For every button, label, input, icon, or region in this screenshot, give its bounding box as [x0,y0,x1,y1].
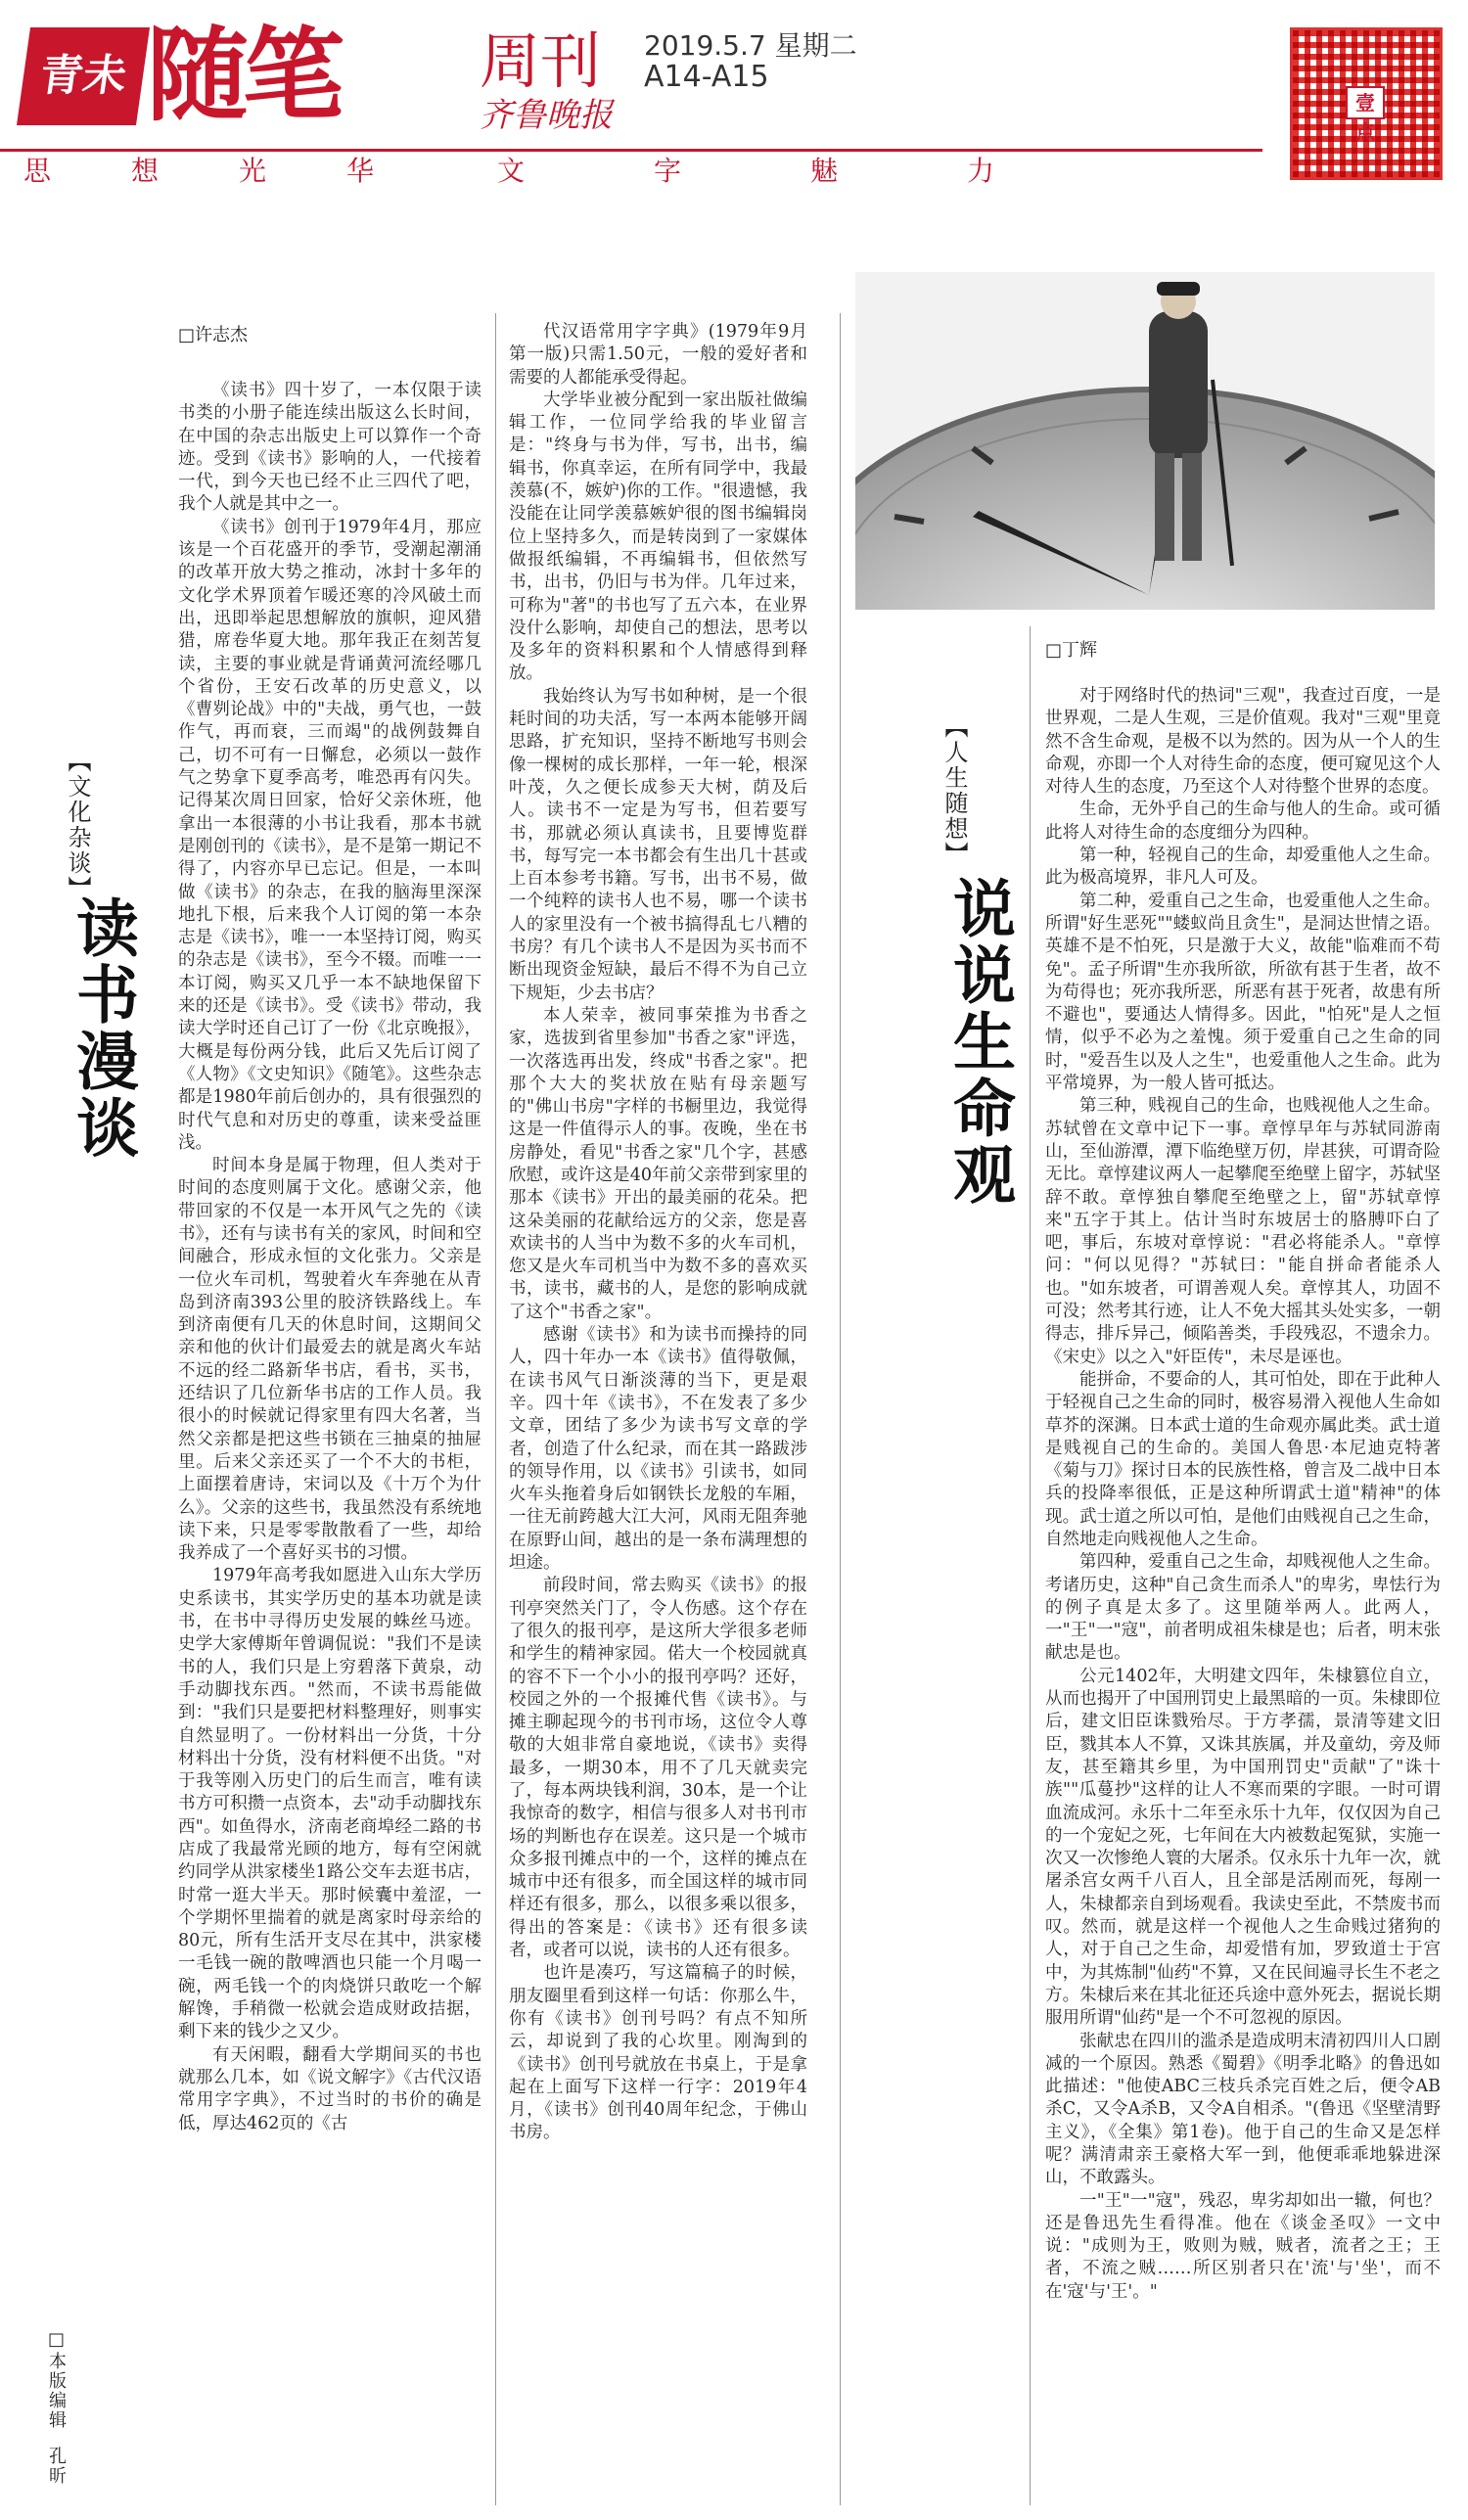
slogan-right-2: 字 [654,155,682,187]
article1-title: 读书漫谈 [66,895,138,1162]
slogan-right-3: 魅 [810,155,839,187]
article1-column-1 [178,380,482,2503]
column-divider [1030,626,1031,2505]
slogan-left-4: 华 [346,155,375,187]
issue-date: 2019.5.7 星期二 [644,29,857,62]
brand-title: 随笔 [147,16,340,135]
paragraph: 能拼命，不要命的人，其可怕处，即在于此种人于轻视自己之生命的同时，极容易滑入视他人生命如草芥的深渊。日本武士道的生命观亦属此类。武士道是贱视自己的生命的。美国人鲁思·本尼迪克特著《菊与刀》探讨日本的民族性格，曾言及二战中日本兵的投降率很低，正是这种所谓武士道"精神"的体现。武士道之所以可怕，是他们由贱视自己之生命，自然地走向贱视他人之生命。 [1045,1369,1441,1549]
paragraph: 第二种，爱重自己之生命，也爱重他人之生命。所谓"好生恶死""蝼蚁尚且贪生"，是洞达世情之语。英雄不是不怕死，只是激于大义，故能"临难而不苟免"。孟子所谓"生亦我所欲，所欲有甚于生者，故不为苟得也；死亦我所恶，所恶有甚于死者，故患有所不避也"，要通达人情得多。因此，"怕死"是人之恒情，似乎不必为之羞愧。须于爱重自己之生命的同时，"爱吾生以及人之生"，也爱重他人之生命。此为平常境界，为一般人皆可抵达。 [1045,891,1441,1094]
paragraph: 第三种，贱视自己的生命，也贱视他人之生命。苏轼曾在文章中记下一事。章惇早年与苏轼同游南山，至仙游潭，潭下临绝壁万仞，岸甚狭，可谓奇险无比。章惇建议两人一起攀爬至绝壁上留字，苏轼坚辞不敢。章惇独自攀爬至绝壁之上，留"苏轼章惇来"五字于其上。估计当时东坡居士的胳膊吓白了吧，事后，东坡对章惇说："君必将能杀人。"章惇问："何以见得？"苏轼曰："能自拼命者能杀人也。"如东坡者，可谓善观人矣。章惇其人，功固不可没；然考其行迹，让人不免大摇其头处实多，一朝得志，排斥异己，倾陷善类，手段残忍，不遗余力。《宋史》以之入"奸臣传"，未尽是诬也。 [1045,1096,1441,1367]
paragraph: 本人荣幸，被同事荣推为书香之家，选拔到省里参加"书香之家"评选，一次落选再出发，终成"书香之家"。把那个大大的奖状放在贴有母亲题写的"佛山书房"字样的书橱里边，我觉得这是一件值得示人的事。夜晚，坐在书房静处，看见"书香之家"几个字，甚感欣慰，或许这是40年前父亲带到家里的那本《读书》开出的最美丽的花朵。把这朵美丽的花献给远方的父亲，您是喜欢读书的人当中为数不多的火车司机，您又是火车司机当中为数不多的喜欢买书，读书，藏书的人，是您的影响成就了这个"书香之家"。 [509,1005,807,1322]
article2-body [1045,685,1441,2505]
article2-tag: 【人生随想】 [940,714,968,867]
paragraph: 《读书》创刊于1979年4月，那应该是一个百花盛开的季节，受潮起潮涌的改革开放大势之推动，冰封十多年的文化学术界顶着乍暖还寒的冷风破土而出，迅即举起思想解放的旗帜，迎风猎猎，席卷华夏大地。那年我正在刻苦复读，主要的事业就是背诵黄河流经哪几个省份，王安石改革的历史意义，以《曹刿论战》中的"夫战，勇气也，一鼓作气，再而衰，三而竭"的战例鼓舞自己，切不可有一日懈怠，必须以一鼓作气之势拿下夏季高考，唯恐再有闪失。记得某次周日回家，恰好父亲休班，他拿出一本很薄的小书让我看，那本书就是刚创刊的《读书》，是不是第一期记不得了，内容亦早已忘记。但是，一本叫做《读书》的杂志，在我的脑海里深深地扎下根，后来我个人订阅的第一本杂志是《读书》，唯一一本坚持订阅，购买的杂志是《读书》，至今不辍。而唯一一本订阅，购买又几乎一本不缺地保留下来的还是《读书》。受《读书》带动，我读大学时还自己订了一份《北京晚报》，大概是每份两分钱，此后又先后订阅了《人物》《文史知识》《随笔》。这些杂志都是1980年前后创办的，具有很强烈的时代气息和对历史的尊重，读来受益匪浅。 [178,517,482,1153]
slogan-bar [0,149,1262,193]
article1-column-2 [509,321,807,2503]
article1-tag: 【文化杂谈】 [64,749,91,901]
paragraph: 有天闲暇，翻看大学期间买的书也就那么几本，如《说文解字》《古代汉语常用字字典》，不过当时的书价的确是低，厚达462页的《古 [178,2044,482,2133]
paragraph: 第四种，爱重自己之生命，却贱视他人之生命。考诸历史，这种"自己贪生而杀人"的卑劣，卑怯行为的例子真是太多了。这里随举两人。此两人，一"王"一"寇"，前者明成祖朱棣是也；后者，明末张献忠是也。 [1045,1552,1441,1664]
paragraph: 一"王"一"寇"，残忍，卑劣却如出一辙，何也？还是鲁迅先生看得准。他在《谈金圣叹》一文中说："成则为王，败则为贼，贼者，流者之王；王者，不流之贼……所区别者只在'流'与'坐'，而不在'寇'与'王'。" [1045,2190,1441,2302]
editor-name: 孔昕 [46,2447,67,2486]
paragraph: 时间本身是属于物理，但人类对于时间的态度则属于文化。感谢父亲，他带回家的不仅是一本开风气之先的《读书》，还有与读书有关的家风，时间和空间融合，形成永恒的文化张力。父亲是一位火车司机，驾驶着火车奔驰在从青岛到济南393公里的胶济铁路线上。车到济南便有几天的休息时间，这期间父亲和他的伙计们最爱去的就是离火车站不远的经二路新华书店，看书，买书，还结识了几位新华书店的工作人员。我很小的时候就记得家里有四大名著，当然父亲都是把这些书锁在三抽桌的抽屉里。后来父亲还买了一个不大的书柜，上面摆着唐诗，宋词以及《十万个为什么》。父亲的这些书，我虽然没有系统地读下来，只是零零散散看了一些，却给我养成了一个喜好买书的习惯。 [178,1156,482,1564]
slogan-right-4: 力 [967,155,995,187]
article2-title: 说说生命观 [942,876,1015,1209]
paragraph: 也许是凑巧，写这篇稿子的时候，朋友圈里看到这样一句话：你那么牛，你有《读书》创刊号吗？有点不知所云，却说到了我的心坎里。刚淘到的《读书》创刊号就放在书桌上，于是拿起在上面写下这样一行字：2019年4月，《读书》创刊40周年纪念，于佛山书房。 [509,1963,807,2143]
paragraph: 公元1402年，大明建文四年，朱棣篡位自立，从而也揭开了中国刑罚史上最黑暗的一页。朱棣即位后，建文旧臣诛戮殆尽。于方孝孺，景清等建文旧臣，戮其本人不算，又诛其族属，并及童幼，旁及师友，甚至籍其乡里，为中国刑罚史"贡献"了"诛十族""瓜蔓抄"这样的让人不寒而栗的字眼。一时可谓血流成河。永乐十二年至永乐十九年，仅仅因为自己的一个宠妃之死，七年间在大内被数起冤狱，实施一次又一次惨绝人寰的大屠杀。仅永乐十九年一次，就屠杀宫女两千八百人，且全部是活剐而死，每剐一人，朱棣都亲自到场观看。我读史至此，不禁废书而叹。然而，就是这样一个视他人之生命贱过猪狗的人，对于自己之生命，却爱惜有加，罗致道士于宫中，为其炼制"仙药"不算，又在民间遍寻长生不老之方。朱棣后来在其北征还兵途中意外死去，据说长期服用所谓"仙药"是一个不可忽视的原因。 [1045,1666,1441,2029]
paragraph: 生命，无外乎自己的生命与他人的生命。或可循此将人对待生命的态度细分为四种。 [1045,800,1441,843]
paragraph: 我始终认为写书如种树，是一个很耗时间的功夫活，写一本两本能够开阔思路，扩充知识，坚持不断地写书则会像一棵树的成长那样，一年一轮，根深叶茂，久之便长成参天大树，荫及后人。读书不一定是为写书，但若要写书，那就必须认真读书，且要博览群书，每写完一本书都会有生出几十甚或上百本参考书籍。写书，出书不易，做一个纯粹的读书人也不易，哪一个读书人的家里没有一个被书搞得乱七八糟的书房？有几个读书人不是因为买书而不断出现资金短缺，最后不得不为自己立下规矩，少去书店？ [509,686,807,1003]
paragraph: 张献忠在四川的滥杀是造成明末清初四川人口剧减的一个原因。熟悉《蜀碧》《明季北略》的鲁迅如此描述："他使ABC三枝兵杀完百姓之后，便令AB杀C，又令A杀B，又令A自相杀。"(鲁迅《坚壁清野主义》，《全集》第1卷)。他于自己的生命又是怎样呢？满清肃亲王豪格大军一到，他便乖乖地躲进深山，不敢露头。 [1045,2031,1441,2188]
weekly-label: 周刊 [480,25,602,97]
article2-author: □丁辉 [1045,640,1098,661]
slogan-left-2: 想 [131,155,160,187]
article1-author: □许志杰 [178,325,249,345]
section-divider [840,313,841,2505]
paragraph: 大学毕业被分配到一家出版社做编辑工作，一位同学给我的毕业留言是："终身与书为伴，写书，出书，编辑书，你真幸运，在所有同学中，我最羡慕(不，嫉妒)你的工作。"很遗憾，我没能在让同学羡慕嫉妒很的图书编辑岗位上坚持多久，而是转岗到了一家媒体做报纸编辑，不再编辑书，但依然写书，出书，仍旧与书为伴。几年过来，可称为"著"的书也写了五六本，在业界没什么影响，却使自己的想法，思考以及多年的资料积累和个人情感得到释放。 [509,389,807,684]
paragraph: 1979年高考我如愿进入山东大学历史系读书，其实学历史的基本功就是读书，在书中寻得历史发展的蛛丝马迹。史学大家傅斯年曾调侃说："我们不是读书的人，我们只是上穷碧落下黄泉，动手动脚找东西。"然而，不读书焉能做到："我们只是要把材料整理好，则事实自然显明了。一份材料出一分货，十分材料出十分货，没有材料便不出货。"对于我等刚入历史门的后生而言，唯有读书方可积攒一点资本，去"动手动脚找东西"。如鱼得水，济南老商埠经二路的书店成了我最常光顾的地方，每有空闲就约同学从洪家楼坐1路公交车去逛书店，时常一逛大半天。那时候囊中羞涩，一个学期怀里揣着的就是离家时母亲给的80元，所有生活开支尽在其中，洪家楼一毛钱一碗的散啤酒也只能一个月喝一碗，两毛钱一个的肉烧饼只敢吃一个解解馋，手稍微一松就会造成财政拮据，剩下来的钱少之又少。 [178,1566,482,2042]
logo: 青未了 [17,27,150,125]
paragraph: 《读书》四十岁了，一本仅限于读书类的小册子能连续出版这么长时间，在中国的杂志出版史上可以算作一个奇迹。受到《读书》影响的人，一代接着一代，到今天也已经不止三四代了吧，我个人就是其中之一。 [178,381,482,515]
slogan-right-1: 文 [497,155,526,187]
slogan-left-3: 光 [239,155,267,187]
page-range: A14-A15 [644,60,769,94]
paragraph: 代汉语常用字字典》(1979年9月第一版)只需1.50元，一般的爱好者和需要的人都能承受得起。 [509,322,807,388]
qr-label: 壹点 [1346,86,1385,119]
paragraph: 前段时间，常去购买《读书》的报刊亭突然关门了，令人伤感。这个存在了很久的报刊亭，是这所大学很多老师和学生的精神家园。偌大一个校园就真的容不下一个小小的报刊亭吗？还好，校园之外的一个报摊代售《读书》。与摊主聊起现今的书刊市场，这位令人尊敬的大姐非常自豪地说，《读书》卖得最多，一期30本，用不了几天就卖完了，每本两块钱利润，30本，是一个让我惊奇的数字，相信与很多人对书刊市场的判断也存在误差。这只是一个城市众多报刊摊点中的一个，这样的摊点在城市中还有很多，而全国这样的城市同样还有很多，那么，以很多乘以很多，得出的答案是：《读书》还有很多读者，或者可以说，读书的人还有很多。 [509,1576,807,1961]
paragraph: 对于网络时代的热词"三观"，我查过百度，一是世界观，二是人生观，三是价值观。我对"三观"里竟然不含生命观，是极不以为然的。因为从一个人的生命观，亦即一个人对待生命的态度，便可窥见这个人对待人生的态度，乃至这个人对待整个世界的态度。 [1045,686,1441,798]
illustration-photo [855,272,1435,610]
editor-label: □本版编辑 [46,2329,67,2430]
slogan-left-1: 思 [23,155,52,187]
paragraph: 感谢《读书》和为读书而操持的同人，四十年办一本《读书》值得敬佩，在读书风气日渐淡薄的当下，更是艰辛。四十年《读书》，不在发表了多少文章，团结了多少为读书写文章的学者，创造了什么纪录，而在其一路跋涉的领导作用，以《读书》引读书，如同火车头拖着身后如钢铁长龙般的车厢，一往无前跨越大江大河，风雨无阻奔驰在原野山间，越出的是一条布满理想的坦途。 [509,1325,807,1574]
paragraph: 第一种，轻视自己的生命，却爱重他人之生命。此为极高境界，非凡人可及。 [1045,846,1441,889]
newspaper-name: 齐鲁晚报 [480,96,613,135]
column-divider [495,313,496,2505]
